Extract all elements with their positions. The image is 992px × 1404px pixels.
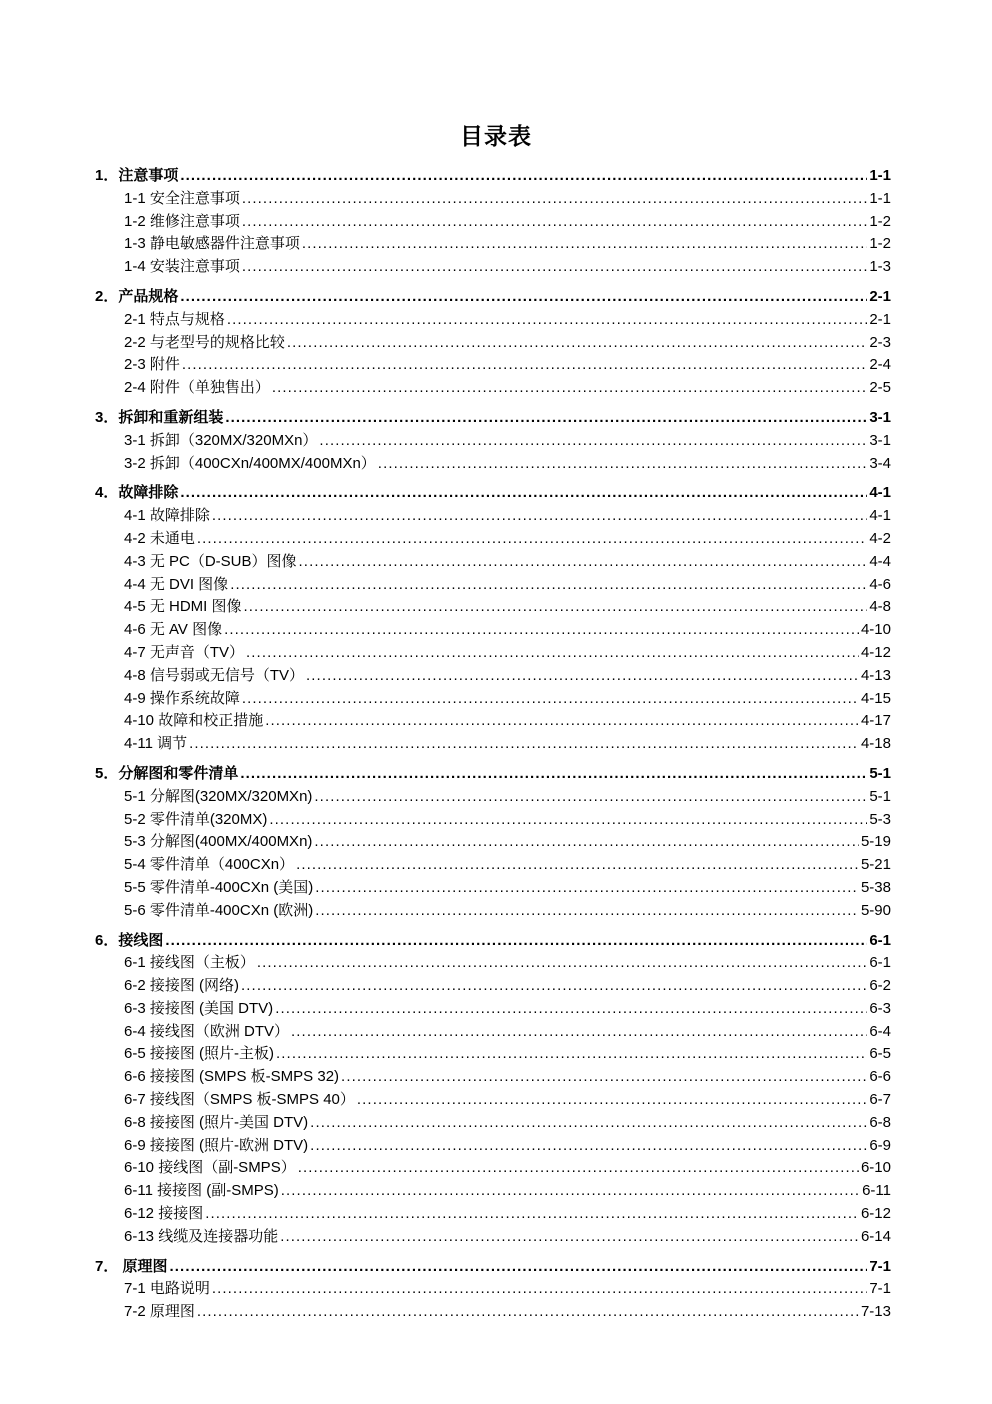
toc-entry-label: 5-5 零件清单-400CXn (美国) bbox=[124, 878, 314, 896]
toc-entry bbox=[95, 233, 891, 256]
dot-leader bbox=[212, 505, 867, 528]
toc-entry-label: 7-1 电路说明 bbox=[124, 1280, 210, 1298]
toc-entry-label: 7． 原理图 bbox=[95, 1257, 168, 1275]
toc-page-number: 4-6 bbox=[869, 575, 891, 593]
toc-entry-label: 2-1 特点与规格 bbox=[124, 310, 225, 328]
toc-chapter-heading bbox=[95, 482, 891, 505]
dot-leader bbox=[189, 733, 859, 756]
toc-entry bbox=[95, 786, 891, 809]
toc-page-number: 4-1 bbox=[869, 507, 891, 525]
dot-leader bbox=[275, 998, 867, 1021]
toc-entry-label: 2-4 附件（单独售出） bbox=[124, 379, 270, 397]
toc-page-number: 5-19 bbox=[860, 833, 891, 851]
toc-entry-label: 4-9 操作系统故障 bbox=[124, 689, 240, 707]
dot-leader bbox=[224, 619, 859, 642]
toc-section bbox=[95, 286, 891, 400]
page-title: 目录表 bbox=[460, 123, 532, 149]
dot-leader bbox=[242, 188, 867, 211]
toc-page-number: 6-12 bbox=[860, 1205, 891, 1223]
toc-entry bbox=[95, 354, 891, 377]
toc-entry-label: 6-6 接接图 (SMPS 板-SMPS 32) bbox=[124, 1068, 340, 1086]
dot-leader bbox=[265, 710, 859, 733]
toc-page-number: 5-90 bbox=[860, 901, 891, 919]
toc-entry-label: 1-2 维修注意事项 bbox=[124, 212, 240, 230]
toc-entry-label: 6-7 接线图（SMPS 板-SMPS 40） bbox=[124, 1091, 355, 1109]
dot-leader bbox=[227, 309, 867, 332]
dot-leader bbox=[197, 528, 867, 551]
toc-page-number: 2-1 bbox=[869, 287, 891, 305]
dot-leader bbox=[378, 453, 868, 476]
toc-entry-label: 3-1 拆卸（320MX/320MXn） bbox=[124, 431, 318, 449]
toc-page-number: 6-5 bbox=[869, 1045, 891, 1063]
toc-entry bbox=[95, 505, 891, 528]
dot-leader bbox=[241, 975, 867, 998]
toc-page-number: 5-21 bbox=[860, 856, 891, 874]
toc-entry bbox=[95, 733, 891, 756]
toc-section bbox=[95, 407, 891, 475]
toc-entry-label: 1-1 安全注意事项 bbox=[124, 189, 240, 207]
toc-entry-label: 5．分解图和零件清单 bbox=[95, 764, 239, 782]
dot-leader bbox=[291, 1021, 867, 1044]
toc-entry-label: 5-2 零件清单(320MX) bbox=[124, 810, 268, 828]
toc-page-number: 6-11 bbox=[862, 1182, 891, 1200]
toc-entry bbox=[95, 256, 891, 279]
toc-page-number: 4-8 bbox=[869, 598, 891, 616]
toc-page-number: 1-3 bbox=[869, 258, 891, 276]
toc-entry-label: 1-4 安装注意事项 bbox=[124, 258, 240, 276]
toc-entry-label: 6-5 接接图 (照片-主板) bbox=[124, 1045, 275, 1063]
toc-entry bbox=[95, 952, 891, 975]
toc-page-number: 2-4 bbox=[869, 356, 891, 374]
toc-page-number: 6-2 bbox=[869, 977, 891, 995]
toc-entry-label: 3．拆卸和重新组装 bbox=[95, 408, 224, 426]
dot-leader bbox=[180, 165, 867, 188]
toc-entry bbox=[95, 998, 891, 1021]
toc-entry-label: 6-4 接线图（欧洲 DTV） bbox=[124, 1022, 290, 1040]
dot-leader bbox=[230, 574, 867, 597]
dot-leader bbox=[257, 952, 867, 975]
toc-entry bbox=[95, 1301, 891, 1324]
dot-leader bbox=[197, 1301, 859, 1324]
toc-entry-label: 7-2 原理图 bbox=[124, 1303, 195, 1321]
toc-page-number: 2-1 bbox=[869, 310, 891, 328]
toc-page-number: 6-1 bbox=[869, 931, 891, 949]
toc-entry bbox=[95, 430, 891, 453]
toc-chapter-heading bbox=[95, 407, 891, 430]
toc-entry-label: 4-7 无声音（TV） bbox=[124, 643, 245, 661]
toc-entry bbox=[95, 710, 891, 733]
dot-leader bbox=[240, 763, 867, 786]
dot-leader bbox=[299, 551, 868, 574]
dot-leader bbox=[310, 1135, 867, 1158]
toc-page-number: 1-2 bbox=[869, 235, 891, 253]
toc-entry bbox=[95, 831, 891, 854]
toc-entry-label: 5-6 零件清单-400CXn (欧洲) bbox=[124, 901, 314, 919]
toc-entry-label: 2．产品规格 bbox=[95, 287, 179, 305]
toc-page-number: 5-3 bbox=[869, 810, 891, 828]
dot-leader bbox=[272, 377, 867, 400]
toc-section bbox=[95, 482, 891, 756]
toc-entry-label: 6-3 接接图 (美国 DTV) bbox=[124, 999, 274, 1017]
dot-leader bbox=[357, 1089, 867, 1112]
dot-leader bbox=[242, 256, 867, 279]
toc-entry bbox=[95, 1112, 891, 1135]
toc-page-number: 6-3 bbox=[869, 999, 891, 1017]
dot-leader bbox=[306, 665, 859, 688]
toc-entry-label: 4-8 信号弱或无信号（TV） bbox=[124, 666, 305, 684]
toc-page-number: 5-1 bbox=[869, 787, 891, 805]
toc-entry-label: 4-11 调节 bbox=[124, 735, 188, 753]
toc-entry-label: 4-4 无 DVI 图像 bbox=[124, 575, 229, 593]
dot-leader bbox=[296, 854, 859, 877]
dot-leader bbox=[180, 286, 867, 309]
dot-leader bbox=[315, 877, 859, 900]
toc-section bbox=[95, 930, 891, 1249]
toc-page-number: 6-9 bbox=[869, 1136, 891, 1154]
dot-leader bbox=[225, 407, 867, 430]
toc-entry bbox=[95, 1043, 891, 1066]
dot-leader bbox=[315, 900, 859, 923]
toc-entry-label: 1．注意事项 bbox=[95, 167, 179, 184]
toc-entry bbox=[95, 665, 891, 688]
toc-page-number: 6-4 bbox=[869, 1022, 891, 1040]
dot-leader bbox=[244, 596, 868, 619]
dot-leader bbox=[302, 233, 867, 256]
toc-entry-label: 6-1 接线图（主板） bbox=[124, 954, 255, 972]
dot-leader bbox=[298, 1157, 859, 1180]
toc-entry-label: 5-1 分解图(320MX/320MXn) bbox=[124, 787, 313, 805]
dot-leader bbox=[242, 211, 867, 234]
toc-entry bbox=[95, 1089, 891, 1112]
dot-leader bbox=[205, 1203, 859, 1226]
dot-leader bbox=[319, 430, 867, 453]
toc-chapter-heading bbox=[95, 286, 891, 309]
toc-entry bbox=[95, 309, 891, 332]
toc-page-number: 6-1 bbox=[869, 954, 891, 972]
toc-entry-label: 5-4 零件清单（400CXn） bbox=[124, 856, 295, 874]
dot-leader bbox=[165, 930, 867, 953]
toc-page-number: 4-10 bbox=[860, 621, 891, 639]
dot-leader bbox=[280, 1226, 859, 1249]
dot-leader bbox=[310, 1112, 867, 1135]
toc-page-number: 3-1 bbox=[869, 408, 891, 426]
toc-entry-label: 2-3 附件 bbox=[124, 356, 180, 374]
dot-leader bbox=[314, 831, 859, 854]
toc-entry-label: 4-3 无 PC（D-SUB）图像 bbox=[124, 552, 297, 570]
toc-page-number: 4-12 bbox=[860, 643, 891, 661]
toc-chapter-heading bbox=[95, 165, 891, 188]
toc-section bbox=[95, 165, 891, 279]
toc-entry-label: 6．接线图 bbox=[95, 931, 164, 949]
toc-entry-label: 6-8 接接图 (照片-美国 DTV) bbox=[124, 1113, 309, 1131]
toc-chapter-heading bbox=[95, 763, 891, 786]
toc-entry bbox=[95, 453, 891, 476]
toc-entry bbox=[95, 688, 891, 711]
toc-entry-label: 1-3 静电敏感器件注意事项 bbox=[124, 235, 300, 253]
dot-leader bbox=[182, 354, 867, 377]
toc-entry-label: 3-2 拆卸（400CXn/400MX/400MXn） bbox=[124, 454, 376, 472]
toc-page-number: 3-4 bbox=[869, 454, 891, 472]
toc-entry bbox=[95, 188, 891, 211]
dot-leader bbox=[180, 482, 867, 505]
dot-leader bbox=[314, 786, 867, 809]
toc-page-number: 7-13 bbox=[860, 1303, 891, 1321]
toc-entry bbox=[95, 211, 891, 234]
toc-entry-label: 4-6 无 AV 图像 bbox=[124, 621, 223, 639]
toc-section bbox=[95, 763, 891, 923]
toc-entry-label: 6-2 接接图 (网络) bbox=[124, 977, 240, 995]
toc-page-number: 2-3 bbox=[869, 333, 891, 351]
toc-entry bbox=[95, 1226, 891, 1249]
dot-leader bbox=[246, 642, 859, 665]
toc-entry bbox=[95, 596, 891, 619]
toc-page-number: 5-38 bbox=[860, 878, 891, 896]
toc-entry-label: 6-13 线缆及连接器功能 bbox=[124, 1227, 279, 1245]
dot-leader bbox=[242, 688, 859, 711]
toc-page-number: 1-1 bbox=[869, 167, 891, 184]
dot-leader bbox=[269, 809, 867, 832]
toc-entry-label: 4-10 故障和校正措施 bbox=[124, 712, 264, 730]
toc-page-number: 1-2 bbox=[869, 212, 891, 230]
toc-entry bbox=[95, 1278, 891, 1301]
toc-page-number: 6-6 bbox=[869, 1068, 891, 1086]
toc-entry bbox=[95, 551, 891, 574]
toc-entry bbox=[95, 1066, 891, 1089]
toc-page-number: 1-1 bbox=[869, 189, 891, 207]
toc-page-number: 4-13 bbox=[860, 666, 891, 684]
toc-page-number: 4-17 bbox=[860, 712, 891, 730]
toc-entry bbox=[95, 1157, 891, 1180]
toc-entry bbox=[95, 877, 891, 900]
dot-leader bbox=[170, 1256, 868, 1279]
toc-entry-label: 4-1 故障排除 bbox=[124, 507, 210, 525]
dot-leader bbox=[281, 1180, 860, 1203]
toc-entry bbox=[95, 975, 891, 998]
toc-entry bbox=[95, 900, 891, 923]
dot-leader bbox=[341, 1066, 867, 1089]
toc-entry bbox=[95, 1135, 891, 1158]
toc-entry-label: 6-11 接接图 (副-SMPS) bbox=[124, 1182, 279, 1200]
toc-page-number: 6-7 bbox=[869, 1091, 891, 1109]
toc-page-number: 6-8 bbox=[869, 1113, 891, 1131]
toc-page-number: 4-15 bbox=[860, 689, 891, 707]
toc-chapter-heading bbox=[95, 1256, 891, 1279]
toc-page-number: 4-4 bbox=[869, 552, 891, 570]
dot-leader bbox=[276, 1043, 867, 1066]
toc-page-number: 4-18 bbox=[860, 735, 891, 753]
toc-page-number: 2-5 bbox=[869, 379, 891, 397]
toc-page-number: 4-2 bbox=[869, 529, 891, 547]
toc-page-number: 4-1 bbox=[869, 484, 891, 502]
toc-entry bbox=[95, 619, 891, 642]
toc-entry-label: 4-5 无 HDMI 图像 bbox=[124, 598, 242, 616]
toc-entry bbox=[95, 1203, 891, 1226]
toc-entry bbox=[95, 854, 891, 877]
toc-entry-label: 4．故障排除 bbox=[95, 484, 179, 502]
toc-entry bbox=[95, 332, 891, 355]
toc-entry-label: 5-3 分解图(400MX/400MXn) bbox=[124, 833, 313, 851]
toc-entry-label: 6-9 接接图 (照片-欧洲 DTV) bbox=[124, 1136, 309, 1154]
toc-page-number: 7-1 bbox=[869, 1257, 891, 1275]
dot-leader bbox=[212, 1278, 867, 1301]
toc-entry-label: 2-2 与老型号的规格比较 bbox=[124, 333, 285, 351]
table-of-contents bbox=[95, 165, 891, 1331]
toc-page-number: 6-14 bbox=[860, 1227, 891, 1245]
toc-page-number: 5-1 bbox=[869, 764, 891, 782]
toc-entry bbox=[95, 642, 891, 665]
dot-leader bbox=[287, 332, 867, 355]
toc-page-number: 3-1 bbox=[869, 431, 891, 449]
toc-entry bbox=[95, 528, 891, 551]
toc-entry-label: 6-12 接接图 bbox=[124, 1205, 204, 1223]
toc-page-number: 6-10 bbox=[860, 1159, 891, 1177]
toc-entry bbox=[95, 574, 891, 597]
toc-entry bbox=[95, 809, 891, 832]
toc-chapter-heading bbox=[95, 930, 891, 953]
toc-page-number: 7-1 bbox=[869, 1280, 891, 1298]
toc-entry bbox=[95, 1180, 891, 1203]
toc-entry bbox=[95, 377, 891, 400]
toc-entry-label: 4-2 未通电 bbox=[124, 529, 195, 547]
toc-entry bbox=[95, 1021, 891, 1044]
toc-section bbox=[95, 1256, 891, 1324]
toc-entry-label: 6-10 接线图（副-SMPS） bbox=[124, 1159, 296, 1177]
